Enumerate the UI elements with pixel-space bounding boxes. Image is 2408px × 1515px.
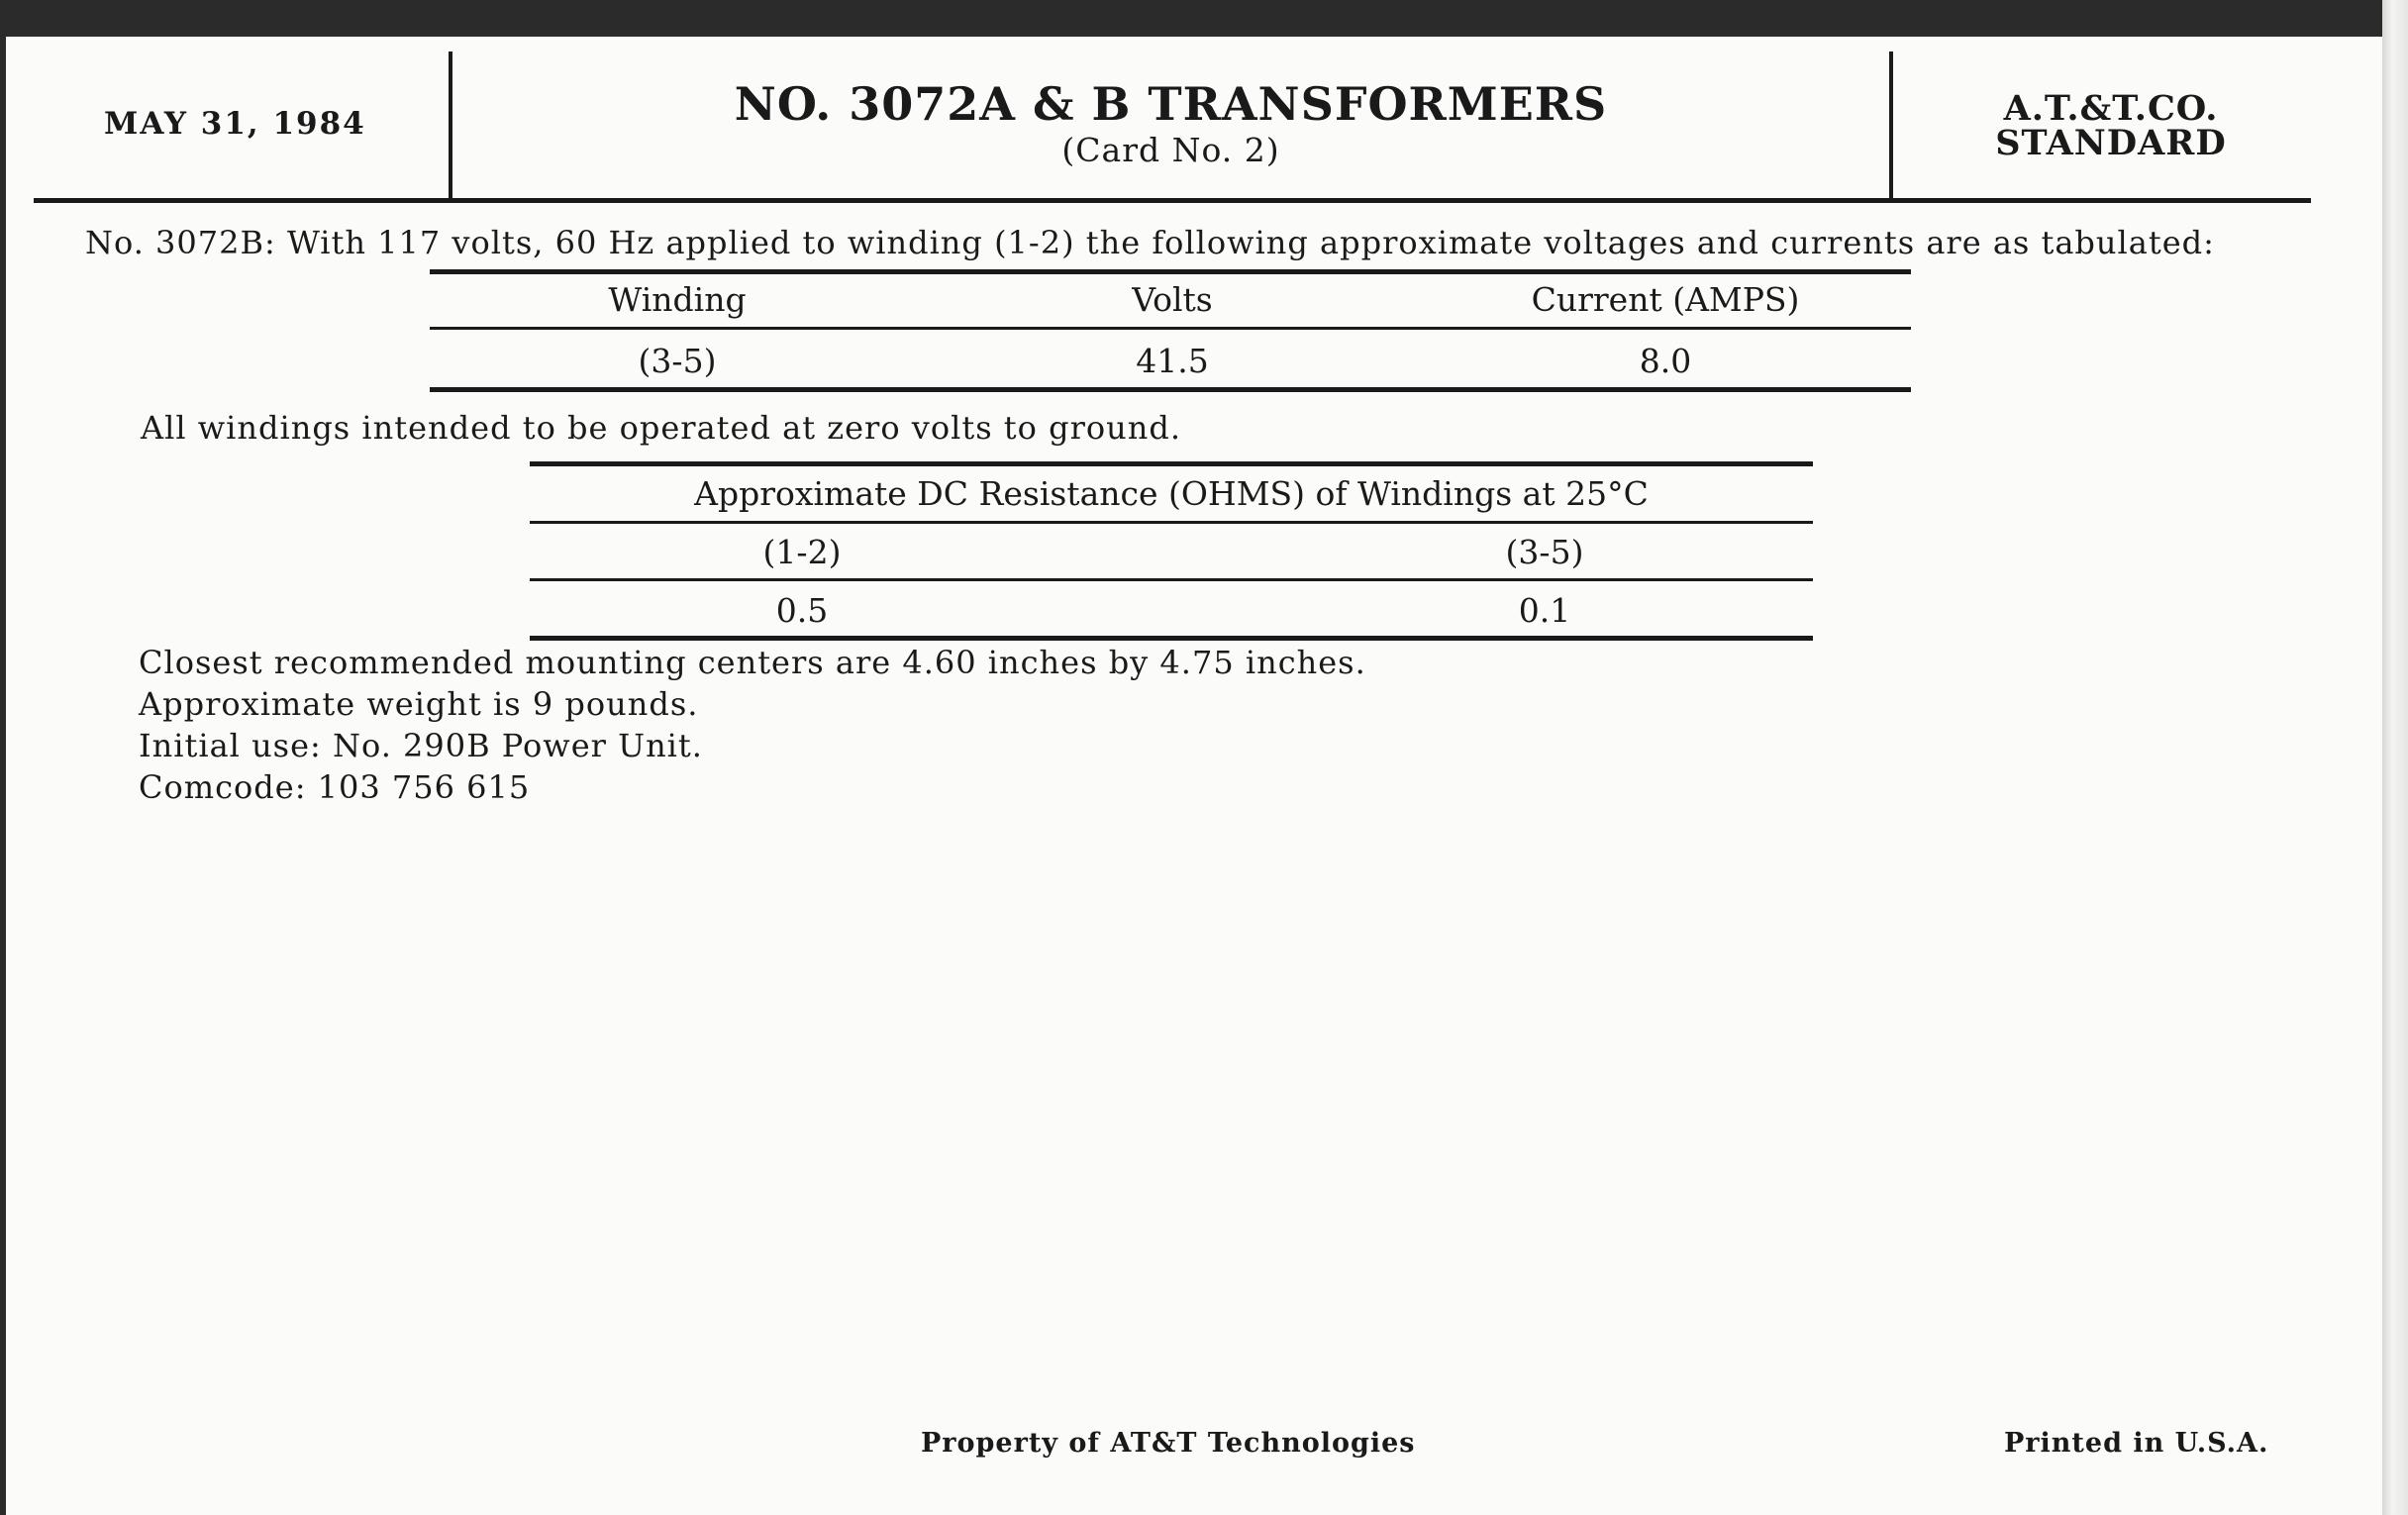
standard-company: A.T.&T.CO. (2003, 88, 2219, 129)
table1-cell-current: 8.0 (1639, 342, 1692, 380)
table2-header-1-2: (1-2) (762, 533, 842, 571)
table1-top-rule (430, 269, 1911, 274)
ground-note: All windings intended to be operated at zero volts to ground. (141, 409, 1182, 447)
initial-use-line: Initial use: No. 290B Power Unit. (139, 727, 703, 764)
table1-header-current: Current (AMPS) (1531, 280, 1800, 319)
table1-header-rule (430, 327, 1911, 330)
table2-header-rule (530, 578, 1813, 581)
issue-date: MAY 31, 1984 (104, 106, 366, 142)
table1-cell-volts: 41.5 (1136, 342, 1209, 380)
table1-header-volts: Volts (1132, 280, 1213, 319)
table2-cell-3-5: 0.1 (1518, 591, 1571, 630)
table2-bottom-rule (530, 636, 1813, 641)
property-footer: Property of AT&T Technologies (921, 1428, 1416, 1459)
printed-footer: Printed in U.S.A. (2004, 1428, 2269, 1459)
card-number: (Card No. 2) (1061, 131, 1280, 169)
intro-text: No. 3072B: With 117 volts, 60 Hz applied to winding (1-2) the following approximate voltages and currents are as tabulated: (85, 224, 2215, 261)
standard-label (1893, 88, 2329, 163)
card-edge (2382, 0, 2408, 1515)
table2-title: Approximate DC Resistance (OHMS) of Windings at 25°C (694, 474, 1649, 513)
weight-line: Approximate weight is 9 pounds. (139, 685, 699, 723)
table2-cell-1-2: 0.5 (775, 591, 829, 630)
table1-cell-winding: (3-5) (638, 342, 717, 380)
table2-header-3-5: (3-5) (1505, 533, 1584, 571)
table2-title-rule (530, 521, 1813, 524)
table1-bottom-rule (430, 387, 1911, 392)
table2-top-rule (530, 461, 1813, 466)
standard-text: STANDARD (1995, 123, 2227, 163)
comcode-line: Comcode: 103 756 615 (139, 768, 531, 806)
document-title: NO. 3072A & B TRANSFORMERS (734, 77, 1608, 131)
table1-header-winding: Winding (608, 280, 747, 319)
header-rule (34, 198, 2311, 203)
mounting-centers-line: Closest recommended mounting centers are 4.60 inches by 4.75 inches. (139, 644, 1366, 681)
